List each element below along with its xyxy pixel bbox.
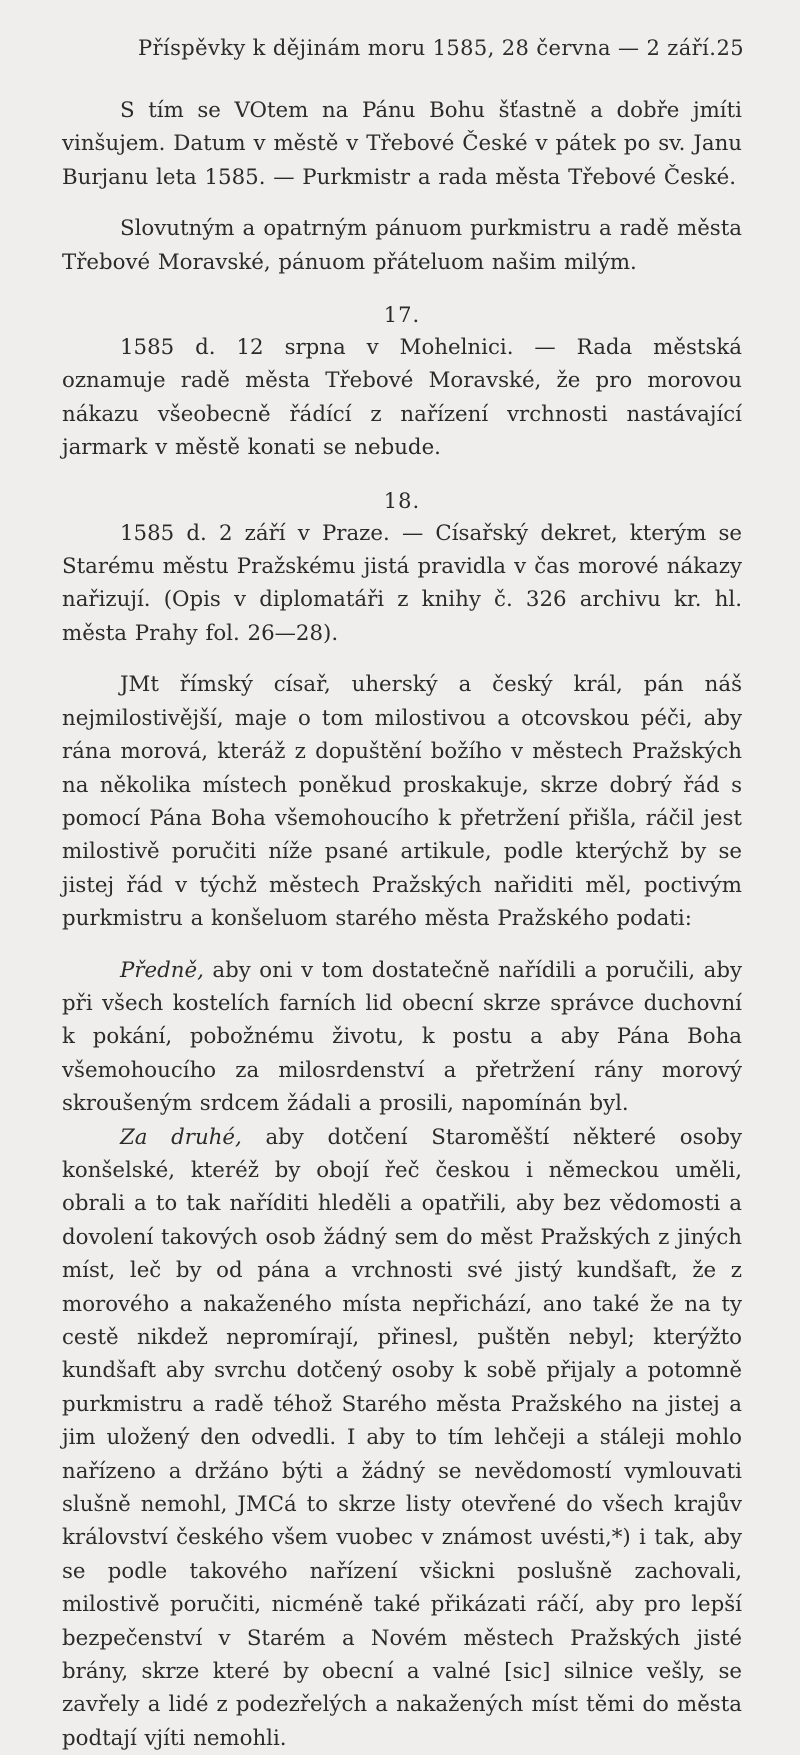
- document-page: [62, 36, 742, 1755]
- article-text-second: aby dotčení Staroměští některé osoby konšelské, kteréž by obojí řeč českou i německou uměli, obrali a to tak naříditi hleděli a opatřili, aby bez vědomosti a dovolení takových osob žádný sem do měst Pražských z jiných míst, leč by od pána a vrchnosti své jistý kundšaft, že z morového a nakaženého místa nepřichází, ano také že na ty cestě nikdež nepromírají, přinesl, puštěn nebyl; kterýžto kundšaft aby svrchu dotčený osoby k sobě přijaly a potomně purkmistru a radě téhož Starého města Pražského na jistej a jim uložený den odvedli. I aby to tím lehčeji a stáleji mohlo nařízeno a držáno býti a žádný se nevědomostí vymlouvati slušně nemohl, JMCá to skrze listy otevřené do všech krajův království českého všem vuobec v známost uvésti,*) i tak, aby se podle takového nařízení všickni poslušně zachovali, milostivě poručiti, nicméně také přikázati ráčí, aby pro lepší bezpečenství v Starém a Novém městech Pražských jisté brány, skrze které by obecní a valné [sic] silnice vešly, se zavřely a lidé z podezřelých a nakažených míst těmi do města podtají vjíti nemohli.: [62, 1124, 742, 1751]
- article-lead-second: Za druhé,: [120, 1124, 242, 1150]
- section-number-17: 17.: [383, 303, 421, 328]
- running-title: Příspěvky k dějinám moru 1585, 28 června — 2 září.: [138, 36, 717, 60]
- running-head: [62, 36, 742, 68]
- paragraph-first-article: [62, 954, 742, 1121]
- page-number: 25: [716, 36, 744, 60]
- paragraph-closing: S tím se VOtem na Pánu Bohu šťastně a dobře jmíti vinšujem. Datum v městě v Třebové České v pátek po sv. Janu Burjanu leta 1585. — Purkmistr a rada města Třebové České.: [62, 98, 742, 190]
- article-text-first: aby oni v tom dostatečně nařídili a poručili, aby při všech kostelích farních lid obecní skrze správce duchovní k pokání, pobožnému životu, k postu a aby Pána Boha všemohoucího za milosrdenství a přetržení rány morový skroušeným srdcem žádali a prosili, napomínán byl.: [62, 957, 742, 1117]
- paragraph-second-article: [62, 1121, 742, 1755]
- section-number-18: 18.: [383, 488, 421, 513]
- article-lead-first: Předně,: [120, 957, 204, 983]
- section-18-summary: 1585 d. 2 září v Praze. — Císařský dekret, kterým se Starému městu Pražskému jistá pravidla v čas morové nákazy nařizují. (Opis v diplomatáři z knihy č. 326 archivu kr. hl. města Prahy fol. 26—28).: [62, 520, 742, 646]
- paragraph-decree-intro: JMt římský císař, uherský a český král, pán náš nejmilostivější, maje o tom milostivou a otcovskou péči, aby rána morová, kteráž z dopuštění božího v městech Pražských na několika místech poněkud proskakuje, skrze dobrý řád s pomocí Pána Boha všemohoucího k přetržení přišla, ráčil jest milostivě poručiti níže psané artikule, podle kterýchž by se jistej řád v týchž městech Pražských nařiditi měl, poctivým purkmistru a konšeluom starého města Pražského podati:: [62, 672, 742, 932]
- section-17-summary: 1585 d. 12 srpna v Mohelnici. — Rada městská oznamuje radě města Třebové Moravské, že pro morovou nákazu všeobecně řádící z nařízení vrchnosti nastávající jarmark v městě konati se nebude.: [62, 335, 742, 461]
- paragraph-address: Slovutným a opatrným pánuom purkmistru a radě města Třebové Moravské, pánuom přáteluom našim milým.: [62, 216, 742, 275]
